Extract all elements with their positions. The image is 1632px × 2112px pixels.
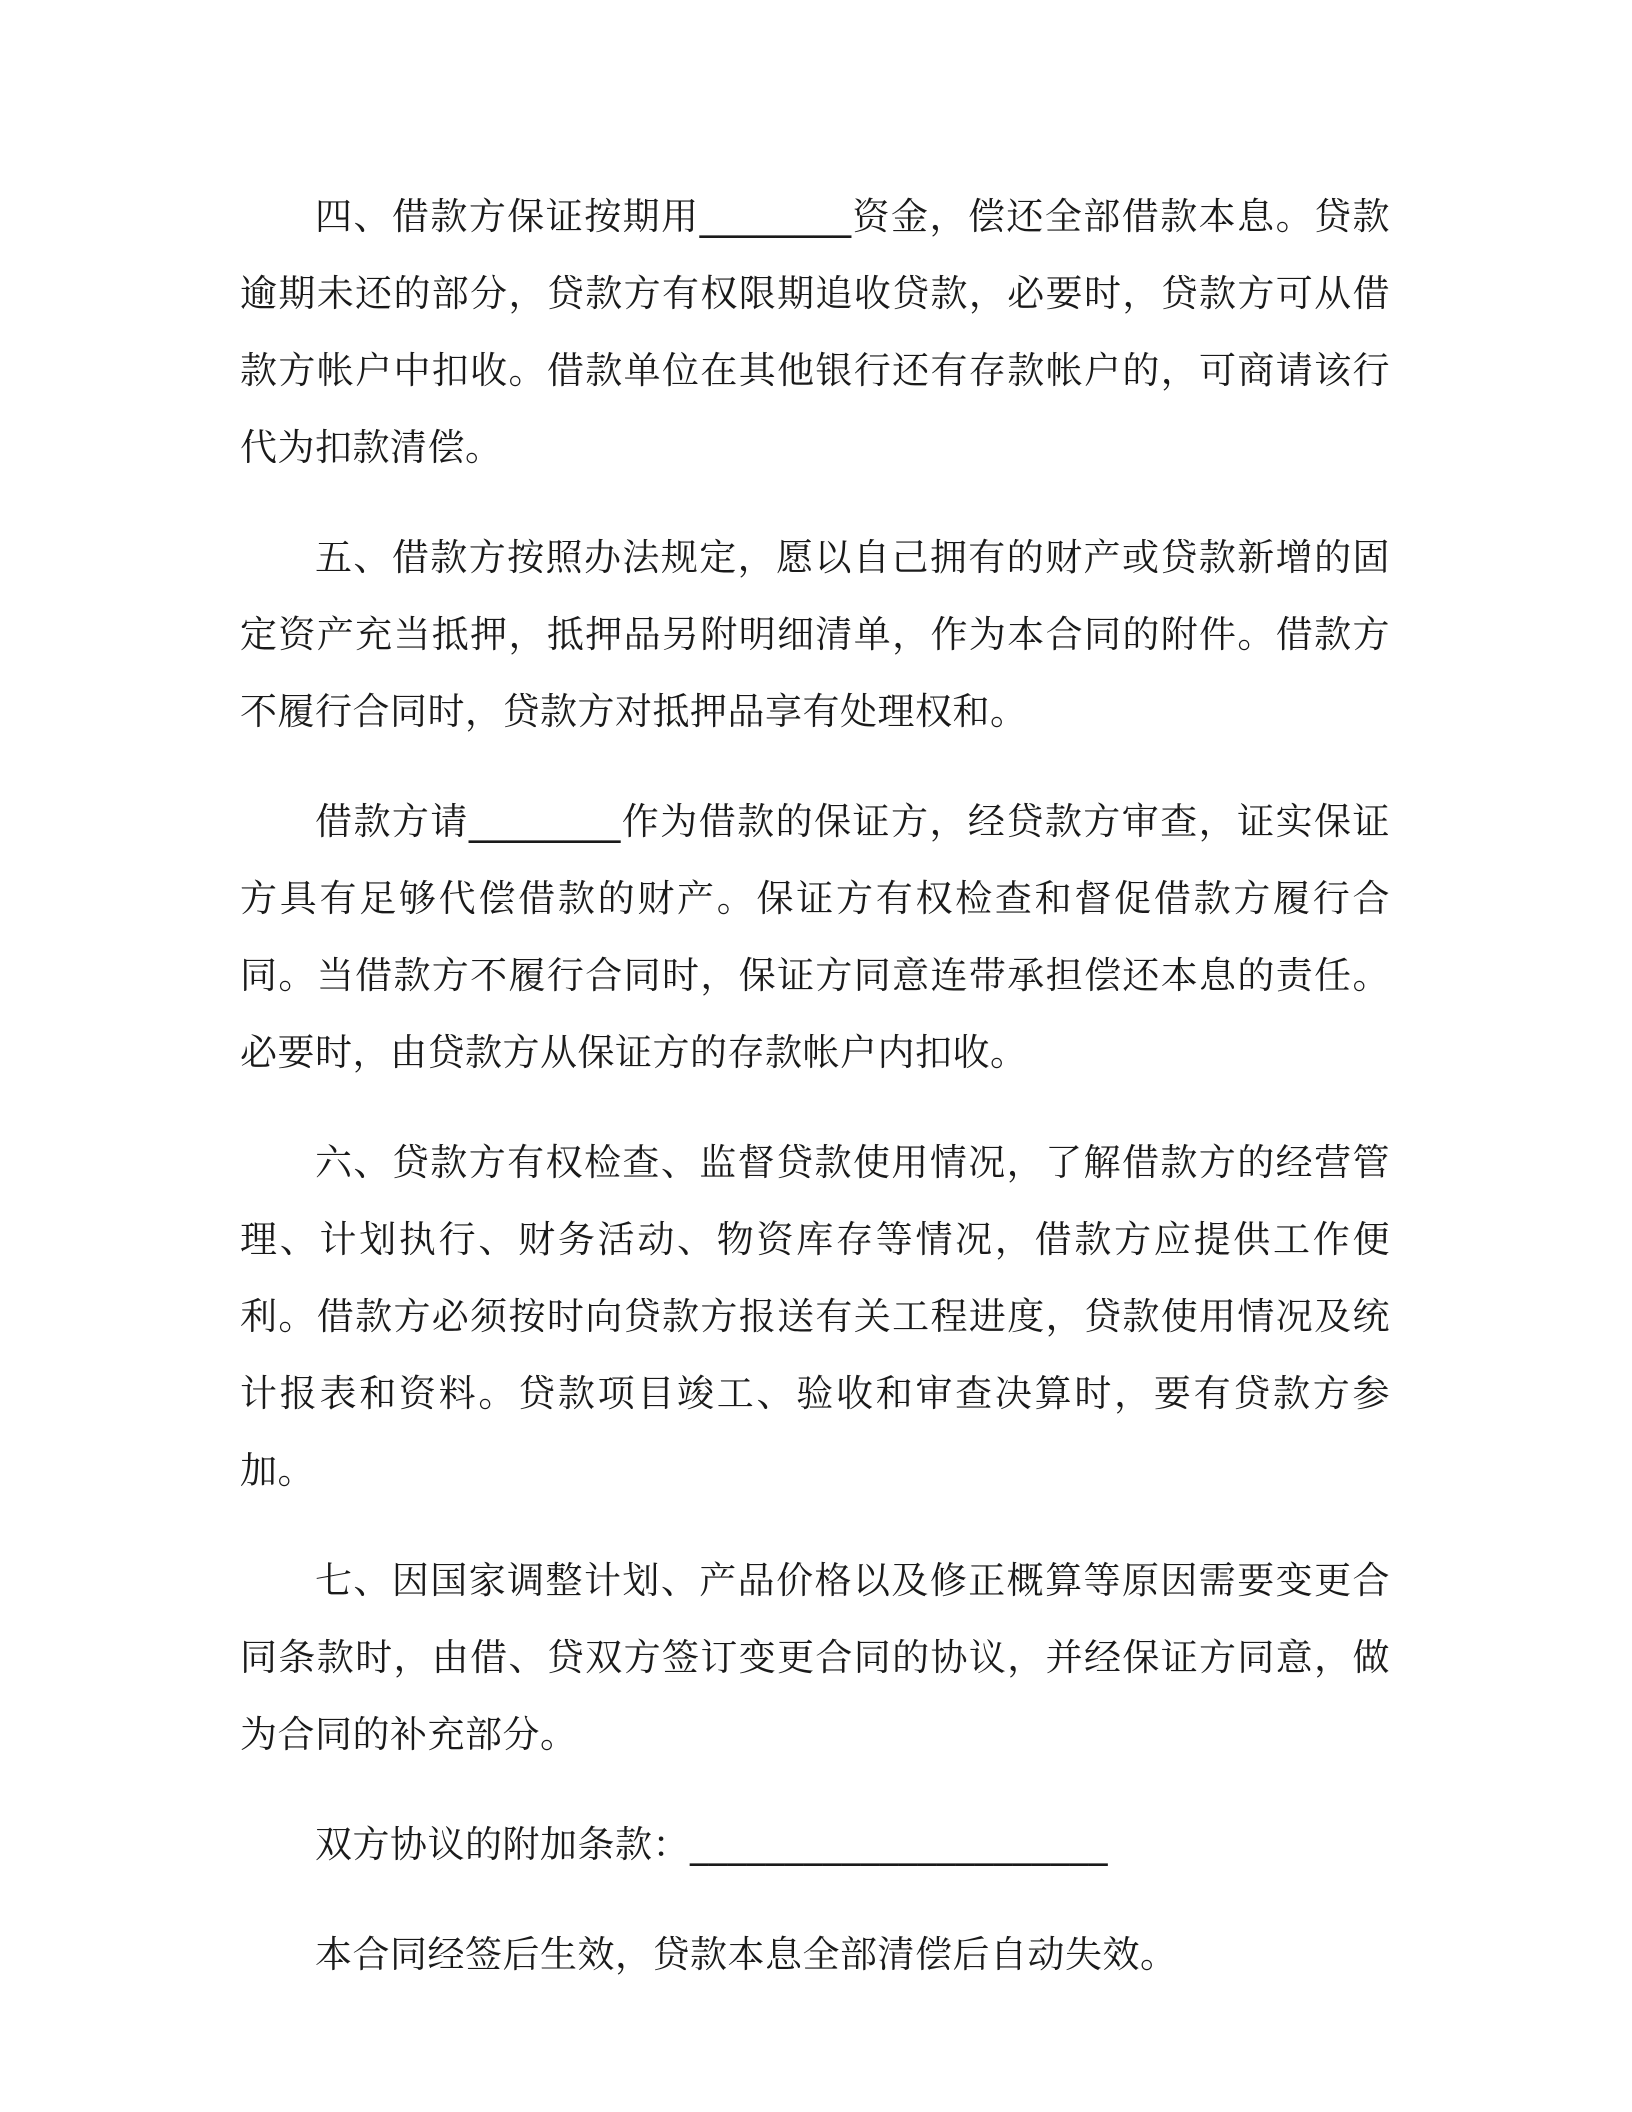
paragraph-article-4: 四、借款方保证按期用________资金，偿还全部借款本息。贷款逾期未还的部分，贷款方有权限期追收贷款，必要时，贷款方可从借款方帐户中扣收。借款单位在其他银行还有存款帐户的，可商请该行代为扣款清偿。 xyxy=(240,195,1390,469)
paragraph-effective-clause: 本合同经签后生效，贷款本息全部清偿后自动失效。 xyxy=(315,1933,1178,1976)
document-body xyxy=(240,178,1390,2026)
paragraph-guarantor: 借款方请________作为借款的保证方，经贷款方审查，证实保证方具有足够代偿借款的财产。保证方有权检查和督促借款方履行合同。当借款方不履行合同时，保证方同意连带承担偿还本息的责任。必要时，由贷款方从保证方的存款帐户内扣收。 xyxy=(240,800,1390,1074)
paragraph-article-6: 六、贷款方有权检查、监督贷款使用情况，了解借款方的经营管理、计划执行、财务活动、物资库存等情况，借款方应提供工作便利。借款方必须按时向贷款方报送有关工程进度，贷款使用情况及统计报表和资料。贷款项目竣工、验收和审查决算时，要有贷款方参加。 xyxy=(240,1141,1390,1492)
paragraph-article-7: 七、因国家调整计划、产品价格以及修正概算等原因需要变更合同条款时，由借、贷双方签订变更合同的协议，并经保证方同意，做为合同的补充部分。 xyxy=(240,1559,1390,1756)
paragraph-article-5: 五、借款方按照办法规定，愿以自己拥有的财产或贷款新增的固定资产充当抵押，抵押品另附明细清单，作为本合同的附件。借款方不履行合同时，贷款方对抵押品享有处理权和。 xyxy=(240,536,1390,733)
paragraph-additional-terms: 双方协议的附加条款：______________________ xyxy=(315,1823,1108,1866)
